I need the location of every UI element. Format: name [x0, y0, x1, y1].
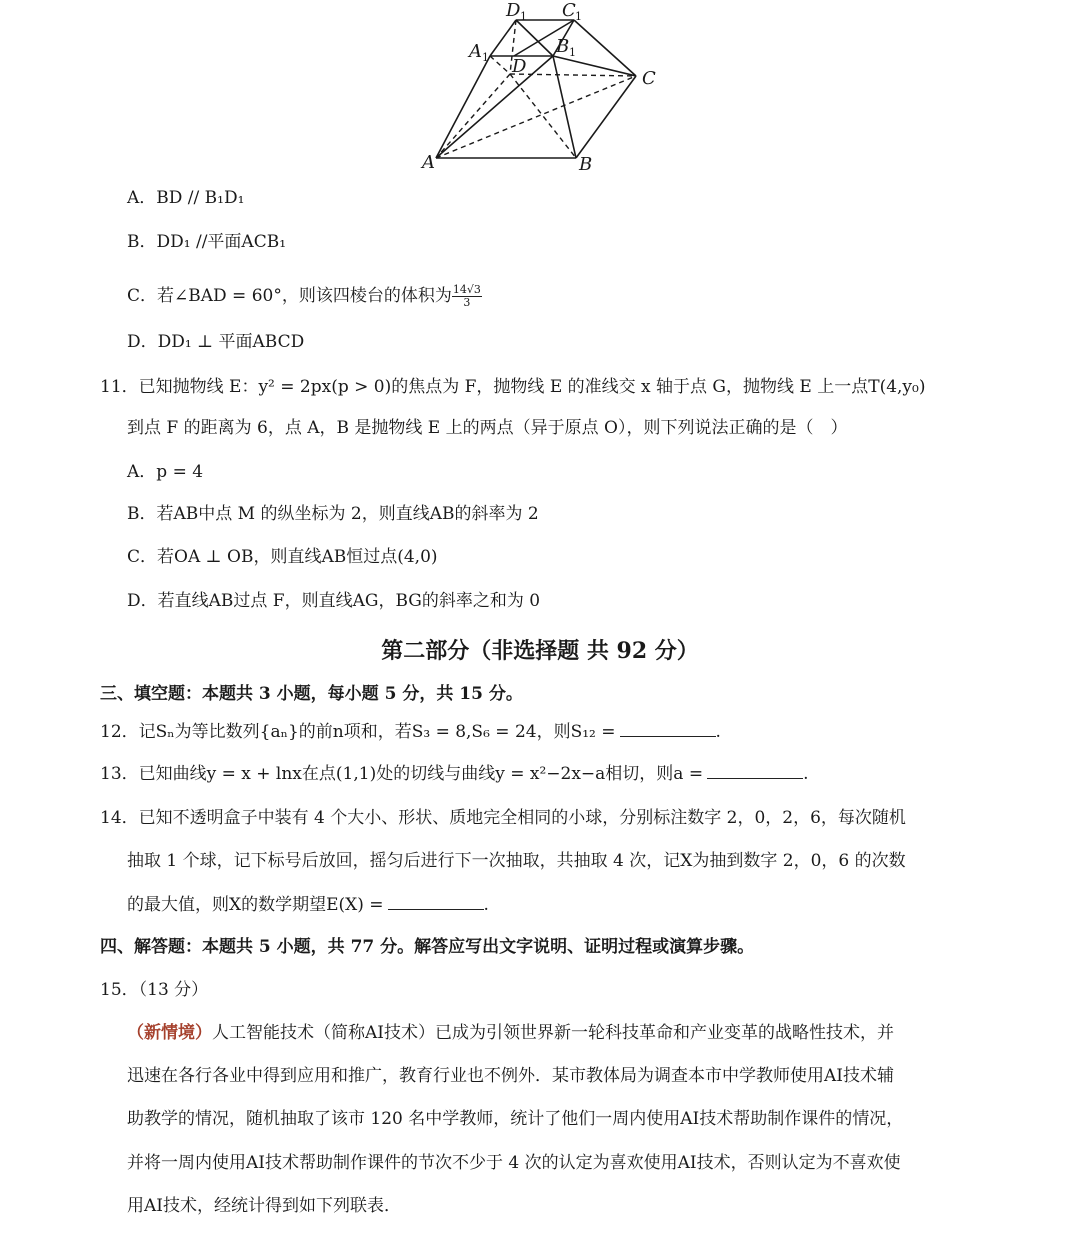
q10-option-c	[127, 284, 482, 309]
label-A: A	[422, 152, 435, 173]
q10-option-a: A．BD // B₁D₁	[127, 188, 245, 208]
q13	[100, 762, 808, 786]
frustum-figure	[0, 0, 1080, 180]
q10-option-c-text: C．若∠BAD = 60°，则该四棱台的体积为	[127, 286, 452, 306]
label-B1: B	[556, 36, 570, 57]
label-C: C	[642, 68, 656, 89]
q10-option-b: B．DD₁ //平面ACB₁	[127, 232, 287, 252]
label-D1: D	[506, 0, 521, 21]
q11-stem-line2: 到点 F 的距离为 6，点 A，B 是抛物线 E 上的两点（异于原点 O），则下列说法正确的是（ ）	[127, 418, 848, 438]
q15-line5: 用AI技术，经统计得到如下列联表．	[127, 1196, 401, 1216]
label-A1-sub: 1	[482, 51, 489, 64]
q15-line4: 并将一周内使用AI技术帮助制作课件的节次不少于 4 次的认定为喜欢使用AI技术，否则认定为不喜欢使	[127, 1153, 901, 1173]
q11-option-b: B．若AB中点 M 的纵坐标为 2，则直线AB的斜率为 2	[127, 504, 539, 524]
section4-heading: 四、解答题：本题共 5 小题，共 77 分。解答应写出文字说明、证明过程或演算步骤。	[100, 937, 755, 957]
new-scenario-tag: （新情境）	[127, 1023, 212, 1043]
q15-heading: 15．（13 分）	[100, 980, 209, 1000]
label-C1: C	[562, 0, 576, 21]
fraction-denominator: 3	[463, 296, 471, 309]
label-A1: A	[469, 41, 482, 62]
section3-heading: 三、填空题：本题共 3 小题，每小题 5 分，共 15 分。	[100, 684, 523, 704]
q12-answer-blank	[620, 720, 716, 737]
q11-option-d: D．若直线AB过点 F，则直线AG，BG的斜率之和为 0	[127, 591, 541, 611]
q12-end: .	[715, 722, 721, 742]
volume-fraction	[452, 284, 482, 309]
q12	[100, 720, 721, 744]
label-D1-sub: 1	[520, 10, 527, 23]
q15-line2: 迅速在各行各业中得到应用和推广，教育行业也不例外．某市教体局为调查本市中学教师使用AI技术辅	[127, 1066, 894, 1086]
q11-stem-line1: 11．已知抛物线 E：y² = 2px(p > 0)的焦点为 F，抛物线 E 的准线交 x 轴于点 G，抛物线 E 上一点T(4,y₀)	[100, 377, 926, 397]
q14-end: .	[483, 895, 489, 915]
label-B: B	[579, 154, 593, 175]
label-C1-sub: 1	[575, 10, 582, 23]
q14-line3	[127, 893, 489, 917]
q13-text: 13．已知曲线y = x + lnx在点(1,1)处的切线与曲线y = x²−2x−a相切，则a =	[100, 764, 704, 784]
q14-text: 的最大值，则X的数学期望E(X) =	[127, 895, 384, 915]
q11-option-a: A．p = 4	[127, 462, 204, 482]
q15-line1	[127, 1021, 894, 1045]
q13-answer-blank	[707, 762, 803, 779]
q13-end: .	[803, 764, 809, 784]
q15-line3: 助教学的情况，随机抽取了该市 120 名中学教师，统计了他们一周内使用AI技术帮助制作课件的情况，	[127, 1109, 904, 1129]
q14-answer-blank	[388, 893, 484, 910]
label-B1-sub: 1	[569, 46, 576, 59]
q14-line1: 14．已知不透明盒子中装有 4 个大小、形状、质地完全相同的小球，分别标注数字 2，0，2，6，每次随机	[100, 808, 906, 828]
q11-option-c: C．若OA ⊥ OB，则直线AB恒过点(4,0)	[127, 547, 438, 567]
q15-line1-text: 人工智能技术（简称AI技术）已成为引领世界新一轮科技革命和产业变革的战略性技术，并	[212, 1023, 894, 1043]
q10-option-d: D．DD₁ ⊥ 平面ABCD	[127, 332, 305, 352]
q12-text: 12．记Sₙ为等比数列{aₙ}的前n项和，若S₃ = 8,S₆ = 24，则S₁₂ =	[100, 722, 616, 742]
label-D: D	[512, 56, 527, 77]
q14-line2: 抽取 1 个球，记下标号后放回，摇匀后进行下一次抽取，共抽取 4 次，记X为抽到数字 2，0，6 的次数	[127, 851, 906, 871]
fraction-numerator: 14√3	[452, 283, 481, 296]
part2-heading: 第二部分（非选择题 共 92 分）	[381, 638, 699, 664]
